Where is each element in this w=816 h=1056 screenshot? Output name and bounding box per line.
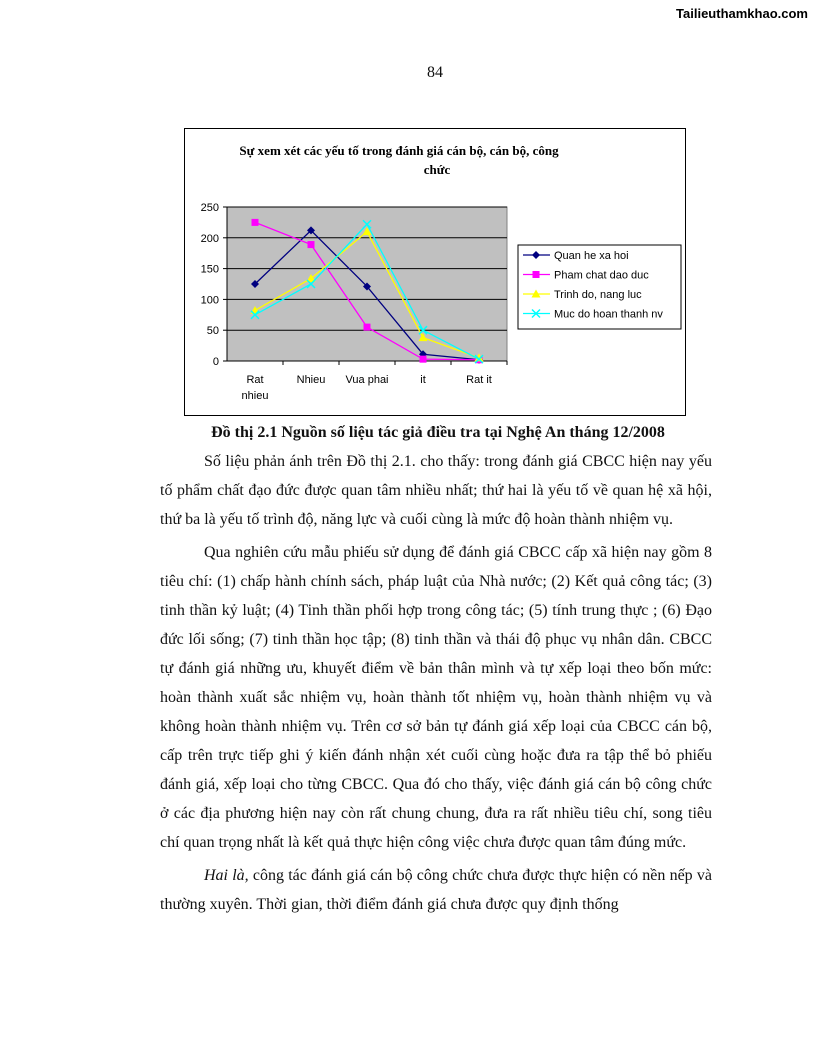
y-tick-label: 100 <box>200 294 219 307</box>
legend-label: Pham chat dao duc <box>554 269 649 282</box>
data-point-series-2 <box>308 241 315 248</box>
paragraph-2: Qua nghiên cứu mẫu phiếu sử dụng để đánh giá CBCC cấp xã hiện nay gồm 8 tiêu chí: (1) chấp hành chính sách, pháp luật của Nhà nước; (2) Kết quả công tác; (3) tinh thần kỷ luật; (4) Tinh thần phối hợp trong công tác; (5) tính trung thực ; (6) Đạo đức lối sống; (7) tinh thần học tập; (8) tinh thần và thái độ phục vụ nhân dân. CBCC tự đánh giá những ưu, khuyết điểm về bản thân mình và tự xếp loại theo bốn mức: hoàn thành xuất sắc nhiệm vụ, hoàn thành tốt nhiệm vụ, hoàn thành nhiệm vụ và không hoàn thành nhiệm vụ. Trên cơ sở bản tự đánh giá xếp loại của CBCC cán bộ, cấp trên trực tiếp ghi ý kiến đánh nhận xét cuối cùng hoặc đưa ra tập thể bỏ phiếu đánh giá, xếp loại cho từng CBCC. Qua đó cho thấy, việc đánh giá cán bộ công chức ở các địa phương hiện nay còn rất chung chung, đưa ra rất nhiều tiêu chí, song tiêu chí quan trọng nhất là kết quả thực hiện công việc chưa được quan tâm đúng mức. <box>160 544 712 851</box>
paragraph-3-text: công tác đánh giá cán bộ công chức chưa được thực hiện có nền nếp và thường xuyên. Thời gian, thời điểm đánh giá chưa được quy định thống <box>160 867 713 913</box>
line-chart <box>185 129 685 415</box>
y-tick-label: 200 <box>200 232 219 245</box>
data-point-series-2 <box>252 219 259 226</box>
legend-label: Trinh do, nang luc <box>554 289 642 301</box>
paragraph-1: Số liệu phản ánh trên Đồ thị 2.1. cho thấy: trong đánh giá CBCC hiện nay yếu tố phẩm chất đạo đức được quan tâm nhiều nhất; thứ hai là yếu tố về quan hệ xã hội, thứ ba là yếu tố trình độ, năng lực và cuối cùng là mức độ hoàn thành nhiệm vụ. <box>160 453 712 528</box>
y-tick-label: 50 <box>206 325 219 338</box>
y-tick-label: 250 <box>200 202 219 214</box>
x-tick-label: Rat it <box>466 374 492 386</box>
data-point-series-2 <box>364 324 371 331</box>
chart-title-line2: chức <box>423 162 451 177</box>
legend-label: Muc do hoan thanh nv <box>554 308 663 321</box>
paragraph-3 <box>160 861 712 919</box>
y-tick-label: 150 <box>200 263 219 276</box>
legend-label: Quan he xa hoi <box>554 250 629 262</box>
x-tick-label: Vua phai <box>345 374 389 386</box>
x-tick-label: Nhieu <box>296 374 326 386</box>
x-tick-label: it <box>420 374 426 386</box>
page-number: 84 <box>427 64 443 81</box>
chart-frame <box>184 128 686 416</box>
x-tick-label: Rat nhieu <box>241 374 269 402</box>
paragraph-3-lead: Hai là, <box>204 867 249 884</box>
chart-caption: Đồ thị 2.1 Nguồn số liệu tác giả điều tra tại Nghệ An tháng 12/2008 <box>211 424 665 441</box>
body-text <box>160 447 712 923</box>
y-tick-label: 0 <box>212 356 219 368</box>
data-point-series-2 <box>420 356 427 363</box>
legend-marker <box>533 271 540 278</box>
watermark: Tailieuthamkhao.com <box>676 6 808 21</box>
chart-title-line1: Sự xem xét các yếu tố trong đánh giá cán bộ, cán bộ, công <box>239 143 559 158</box>
